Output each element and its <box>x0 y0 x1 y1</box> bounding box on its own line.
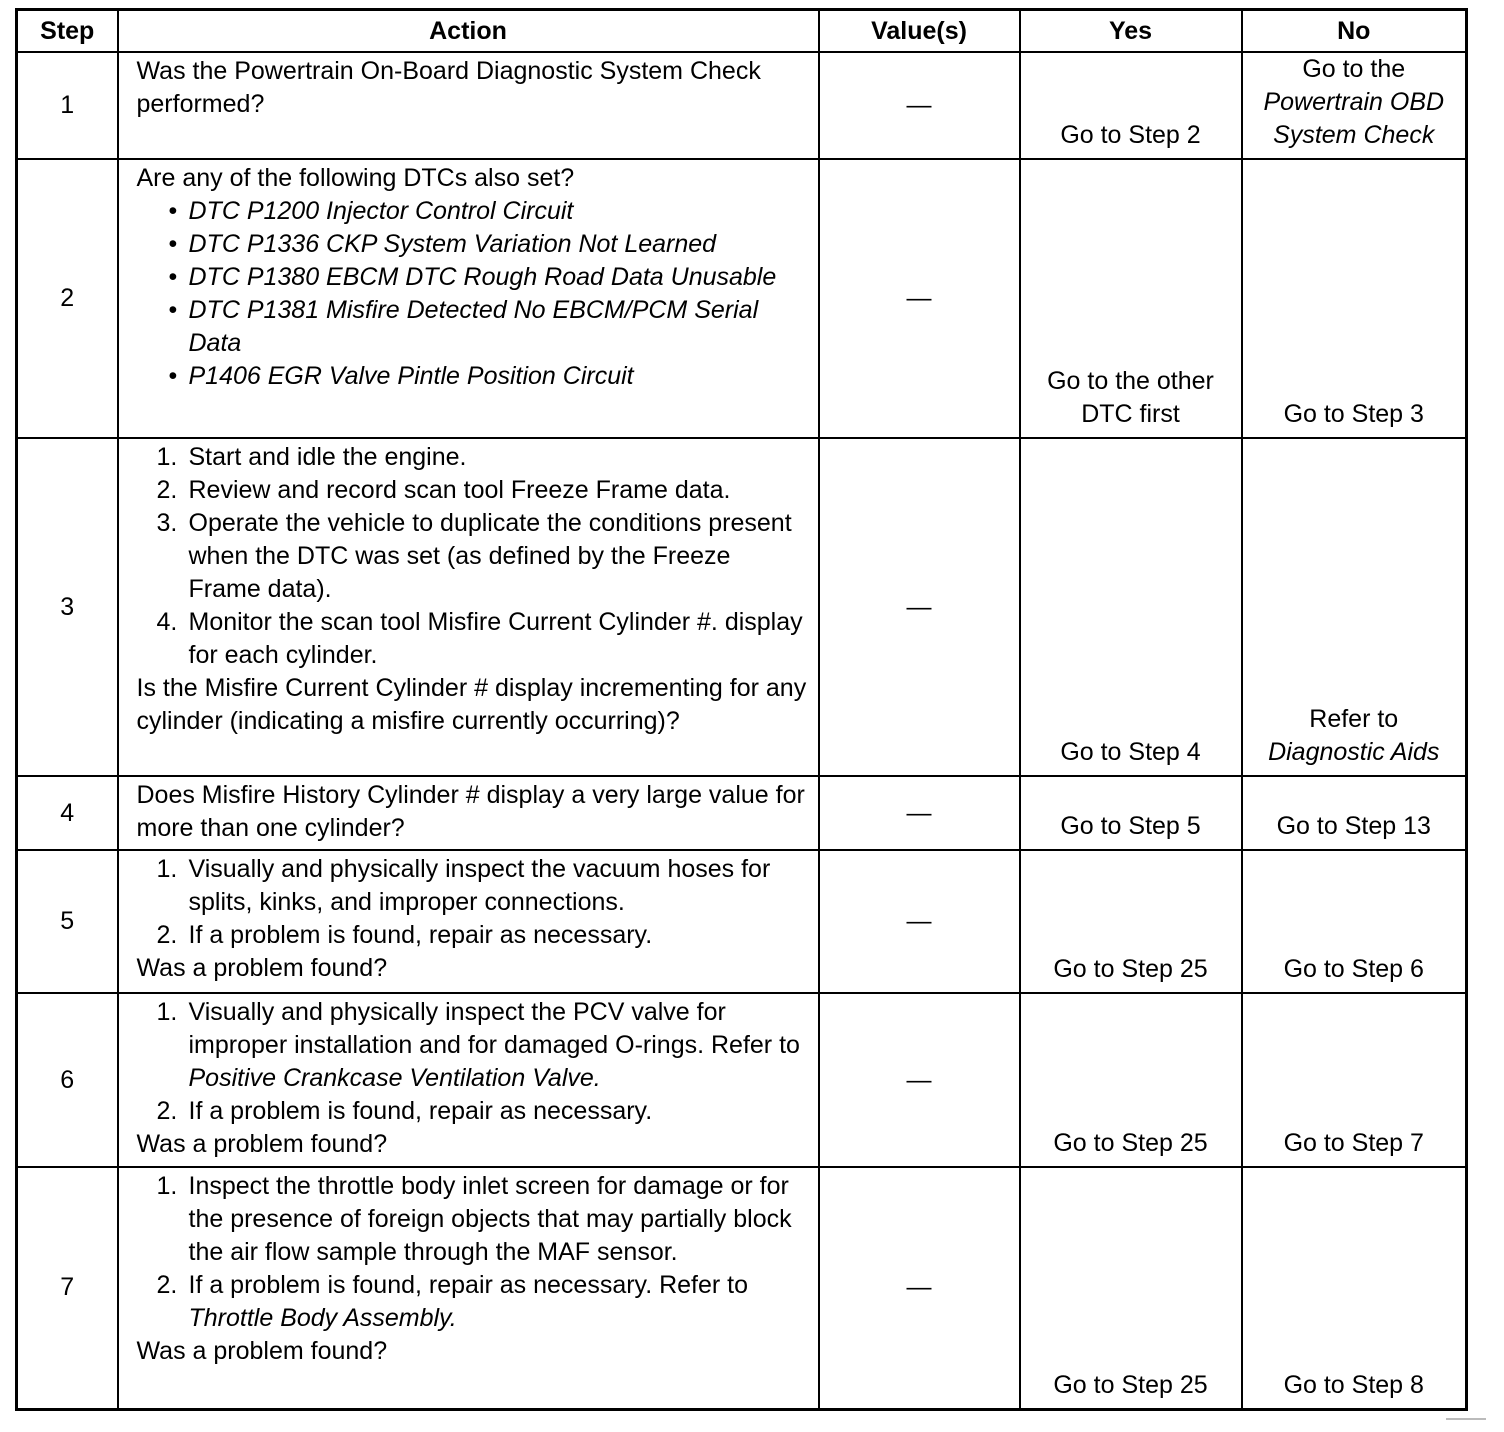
dtc-item: • DTC P1200 Injector Control Circuit <box>169 195 808 228</box>
step-text: If a problem is found, repair as necessary. Refer to <box>188 1271 749 1299</box>
dtc-item: • DTC P1336 CKP System Variation Not Learned <box>169 228 808 261</box>
step-number: 5 <box>17 850 118 993</box>
step-text: Inspect the throttle body inlet screen for damage or for the presence of foreign objects that may partially block the air flow sample through the MAF sensor. <box>188 1172 792 1266</box>
step-number: 6 <box>17 993 118 1167</box>
action-question: Was a problem found? <box>136 954 388 982</box>
action-question: Was a problem found? <box>136 1337 388 1365</box>
table-row <box>17 52 1467 159</box>
reference-link: Throttle Body Assembly. <box>188 1304 457 1332</box>
procedure-step: 1. Inspect the throttle body inlet screen for damage or for the presence of foreign objects that may partially block the air flow sample through the MAF sensor. <box>156 1172 792 1266</box>
procedure-step: 4. Monitor the scan tool Misfire Current Cylinder #. display for each cylinder. <box>156 608 803 669</box>
action-question: Was a problem found? <box>136 1130 388 1158</box>
value-cell: — <box>819 159 1020 438</box>
value-cell: — <box>819 52 1020 159</box>
action-cell <box>118 993 819 1167</box>
step-number: 1 <box>17 52 118 159</box>
no-cell <box>1242 52 1467 159</box>
procedure-steps <box>137 1170 808 1335</box>
yes-cell: Go to Step 4 <box>1020 438 1242 776</box>
dtc-item: • P1406 EGR Valve Pintle Position Circuit <box>169 360 808 393</box>
no-cell: Go to Step 13 <box>1242 776 1467 850</box>
procedure-step: 1. Start and idle the engine. <box>156 443 467 471</box>
no-reference: Diagnostic Aids <box>1268 738 1440 766</box>
action-question: Was the Powertrain On-Board Diagnostic System Check performed? <box>136 57 761 118</box>
step-text: If a problem is found, repair as necessary. <box>188 921 653 949</box>
procedure-step: 3. Operate the vehicle to duplicate the conditions present when the DTC was set (as defined by the Freeze Frame data). <box>156 509 792 603</box>
procedure-step: 1. Visually and physically inspect the PCV valve for improper installation and for damaged O-rings. Refer to Positive Crankcase Ventilation Valve. <box>156 998 800 1092</box>
header-action: Action <box>118 10 819 53</box>
yes-cell: Go to Step 25 <box>1020 993 1242 1167</box>
step-text: Visually and physically inspect the PCV valve for improper installation and for damaged O-rings. Refer to <box>188 998 800 1059</box>
step-text: If a problem is found, repair as necessary. <box>188 1097 653 1125</box>
action-cell <box>118 52 819 159</box>
table-row <box>17 438 1467 776</box>
action-cell <box>118 159 819 438</box>
yes-cell: Go to Step 25 <box>1020 850 1242 993</box>
procedure-steps <box>137 853 808 952</box>
table-row <box>17 1167 1467 1409</box>
step-text: Operate the vehicle to duplicate the conditions present when the DTC was set (as defined by the Freeze Frame data). <box>188 509 792 603</box>
scan-artifact-line <box>1446 1418 1486 1420</box>
no-cell: Go to Step 3 <box>1242 159 1467 438</box>
value-cell: — <box>819 850 1020 993</box>
step-text: Start and idle the engine. <box>188 443 467 471</box>
step-number: 4 <box>17 776 118 850</box>
procedure-step: 2. If a problem is found, repair as necessary. <box>156 1097 653 1125</box>
value-cell: — <box>819 993 1020 1167</box>
yes-cell: Go to the other DTC first <box>1020 159 1242 438</box>
value-cell: — <box>819 438 1020 776</box>
diagnostic-table <box>15 8 1468 1411</box>
procedure-steps <box>137 441 808 672</box>
procedure-step: 1. Visually and physically inspect the vacuum hoses for splits, kinks, and improper connections. <box>156 855 771 916</box>
action-cell <box>118 776 819 850</box>
action-cell <box>118 850 819 993</box>
step-text: Review and record scan tool Freeze Frame data. <box>188 476 731 504</box>
no-cell <box>1242 438 1467 776</box>
dtc-item: • DTC P1381 Misfire Detected No EBCM/PCM Serial Data <box>169 294 808 360</box>
action-question: Is the Misfire Current Cylinder # display incrementing for any cylinder (indicating a misfire currently occurring)? <box>136 674 807 735</box>
step-text: Visually and physically inspect the vacuum hoses for splits, kinks, and improper connections. <box>188 855 771 916</box>
step-number: 2 <box>17 159 118 438</box>
procedure-step: 2. If a problem is found, repair as necessary. Refer to Throttle Body Assembly. <box>156 1271 749 1332</box>
yes-cell: Go to Step 2 <box>1020 52 1242 159</box>
table-row <box>17 776 1467 850</box>
yes-cell: Go to Step 25 <box>1020 1167 1242 1409</box>
value-cell: — <box>819 776 1020 850</box>
no-text: Go to the <box>1302 55 1406 83</box>
value-cell: — <box>819 1167 1020 1409</box>
yes-cell: Go to Step 5 <box>1020 776 1242 850</box>
no-cell: Go to Step 7 <box>1242 993 1467 1167</box>
procedure-step: 2. If a problem is found, repair as necessary. <box>156 921 653 949</box>
procedure-steps <box>137 996 808 1128</box>
step-number: 7 <box>17 1167 118 1409</box>
no-cell: Go to Step 8 <box>1242 1167 1467 1409</box>
reference-link: Positive Crankcase Ventilation Valve. <box>188 1064 601 1092</box>
dtc-list <box>137 195 808 393</box>
action-cell <box>118 1167 819 1409</box>
table-row <box>17 850 1467 993</box>
header-values: Value(s) <box>819 10 1020 53</box>
action-cell <box>118 438 819 776</box>
table-row <box>17 993 1467 1167</box>
header-no: No <box>1242 10 1467 53</box>
step-number: 3 <box>17 438 118 776</box>
action-question: Does Misfire History Cylinder # display a very large value for more than one cylinder? <box>136 781 805 842</box>
no-reference: Powertrain OBD System Check <box>1263 88 1445 149</box>
header-step: Step <box>17 10 118 53</box>
no-cell: Go to Step 6 <box>1242 850 1467 993</box>
dtc-item: • DTC P1380 EBCM DTC Rough Road Data Unusable <box>169 261 808 294</box>
step-text: Monitor the scan tool Misfire Current Cylinder #. display for each cylinder. <box>188 608 803 669</box>
header-yes: Yes <box>1020 10 1242 53</box>
table-row <box>17 159 1467 438</box>
procedure-step: 2. Review and record scan tool Freeze Frame data. <box>156 476 731 504</box>
header-row <box>17 10 1467 53</box>
action-question: Are any of the following DTCs also set? <box>136 164 575 192</box>
no-text: Refer to <box>1309 705 1399 733</box>
